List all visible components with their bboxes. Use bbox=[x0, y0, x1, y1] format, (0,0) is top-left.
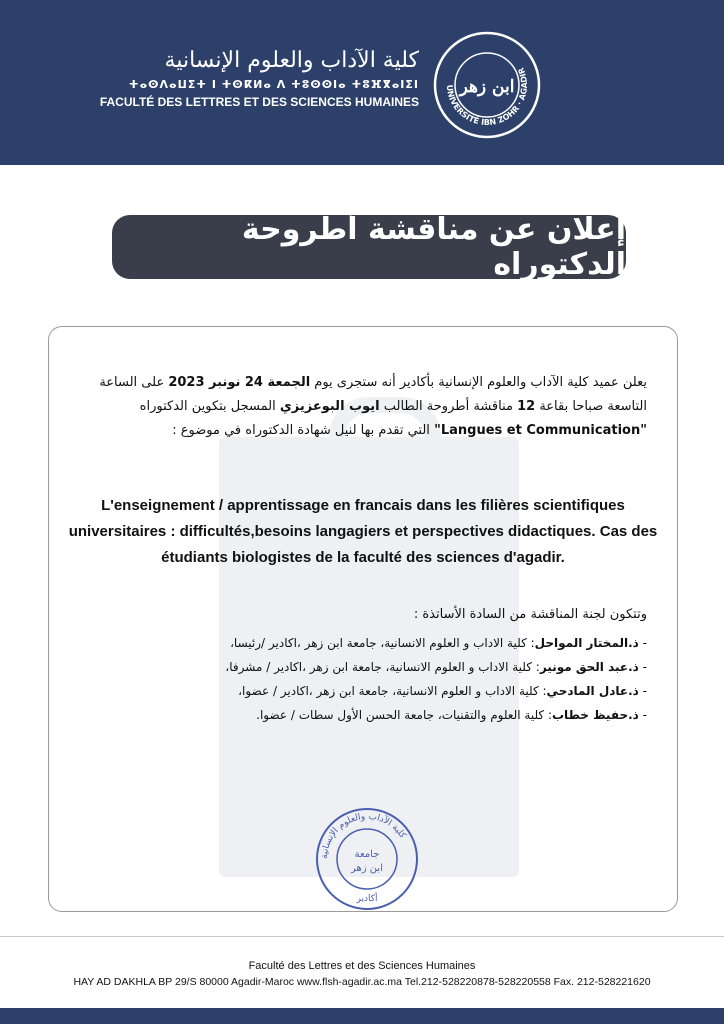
university-logo bbox=[432, 30, 542, 140]
line2-start: التاسعة صباحا بقاعة bbox=[535, 399, 647, 414]
announcement-line-1 bbox=[77, 371, 647, 395]
announcement-title bbox=[112, 212, 626, 282]
logo-ring-text: UNIVERSITÉ IBN ZOHR · AGADIR bbox=[444, 66, 530, 128]
jury-member-detail: : كلية الاداب و العلوم الانسانية، جامعة ابن زهر ،اكادير / مشرفا، bbox=[225, 660, 540, 674]
jury-member-detail: : كلية العلوم والتقنيات، جامعة الحسن الأول سطات / عضوا. bbox=[256, 708, 552, 722]
jury-list bbox=[225, 631, 647, 727]
thesis-title: L'enseignement / apprentissage en francais dans les filières scientifiques universitaires : difficultés,besoins langagiers et perspectives didactiques. Cas des étudiants biologistes de la faculté des sciences d'agadir. bbox=[68, 497, 658, 566]
announcement-title-text: إعلان عن مناقشة أطروحة الدكتوراه bbox=[241, 212, 626, 282]
stamp-ring-text: كلية الآداب والعلوم الإنسانية bbox=[319, 811, 408, 860]
room-number: 12 bbox=[517, 399, 536, 414]
defense-date: الجمعة 24 نونبر 2023 bbox=[168, 375, 311, 390]
footer-faculty-name: Faculté des Lettres et des Sciences Humaines bbox=[248, 960, 476, 972]
jury-member-name: ذ.حفيظ خطاب bbox=[552, 708, 639, 722]
jury-member: - ذ.المختار المواحل: كلية الاداب و العلوم الانسانية، جامعة ابن زهر ،اكادير /رئيسا، bbox=[230, 636, 647, 650]
line2-end: المسجل بتكوين الدكتوراه bbox=[139, 399, 280, 414]
jury-member-name: ذ.عادل المادحي bbox=[546, 684, 639, 698]
jury-member-name: ذ.عبد الحق مونير bbox=[539, 660, 639, 674]
stamp-bottom-text: أكادير bbox=[356, 894, 378, 904]
faculty-name-tifinagh: ⵜⴰⵙⴷⴰⵡⵉⵜ ⵏ ⵜⵙⴽⵍⴰ ⴷ ⵜⵓⵙⵙⵏⴰ ⵜⵓⴼⴳⴰⵏⵉⵏ bbox=[128, 78, 419, 91]
faculty-name-french: FACULTÉ DES LETTRES ET DES SCIENCES HUMAINES bbox=[99, 95, 419, 109]
header-banner bbox=[0, 0, 724, 165]
announcement-line-3 bbox=[77, 419, 647, 443]
faculty-name-block bbox=[100, 48, 419, 109]
jury-member-name: ذ.المختار المواحل bbox=[534, 636, 639, 650]
line2-mid: مناقشة أطروحة الطالب bbox=[379, 399, 518, 414]
line1-start: يعلن عميد كلية الآداب والعلوم الإنسانية بأكادير أنه ستجرى يوم bbox=[310, 375, 647, 390]
jury-member: - ذ.عبد الحق مونير: كلية الاداب و العلوم الانسانية، جامعة ابن زهر ،اكادير / مشرفا، bbox=[225, 660, 647, 674]
jury-member-detail: : كلية الاداب و العلوم الانسانية، جامعة ابن زهر ،اكادير /رئيسا، bbox=[230, 636, 535, 650]
faculty-name-arabic: كلية الآداب والعلوم الإنسانية bbox=[164, 48, 419, 73]
footer-divider bbox=[0, 936, 724, 937]
stamp-center-line1: جامعة bbox=[354, 849, 380, 860]
announcement-line-2 bbox=[77, 395, 647, 419]
announcement-card bbox=[48, 326, 678, 912]
doctoral-program: "Langues et Communication" bbox=[434, 423, 647, 438]
line1-end: على الساعة bbox=[99, 375, 169, 390]
jury-member: - ذ.حفيظ خطاب: كلية العلوم والتقنيات، جامعة الحسن الأول سطات / عضوا. bbox=[256, 708, 647, 722]
announcement-paragraph bbox=[77, 371, 647, 443]
jury-member-detail: : كلية الاداب و العلوم الانسانية، جامعة ابن زهر ،اكادير / عضوا، bbox=[238, 684, 547, 698]
jury-intro: وتتكون لجنة المناقشة من السادة الأساتذة : bbox=[413, 607, 647, 622]
stamp-center-line2: ابن زهر bbox=[351, 863, 383, 874]
footer-contact: HAY AD DAKHLA BP 29/S 80000 Agadir-Maroc www.flsh-agadir.ac.ma Tel.212-528220878-528220558 Fax. 212-528221620 bbox=[73, 976, 651, 988]
official-stamp bbox=[311, 803, 423, 912]
jury-member: - ذ.عادل المادحي: كلية الاداب و العلوم الانسانية، جامعة ابن زهر ،اكادير / عضوا، bbox=[238, 684, 647, 698]
logo-monogram: ابن زهر bbox=[459, 77, 515, 97]
footer-bar bbox=[0, 1008, 724, 1024]
line3-end: التي تقدم بها لنيل شهادة الدكتوراه في موضوع : bbox=[172, 423, 435, 438]
student-name: ايوب البوعزيزي bbox=[279, 399, 380, 414]
